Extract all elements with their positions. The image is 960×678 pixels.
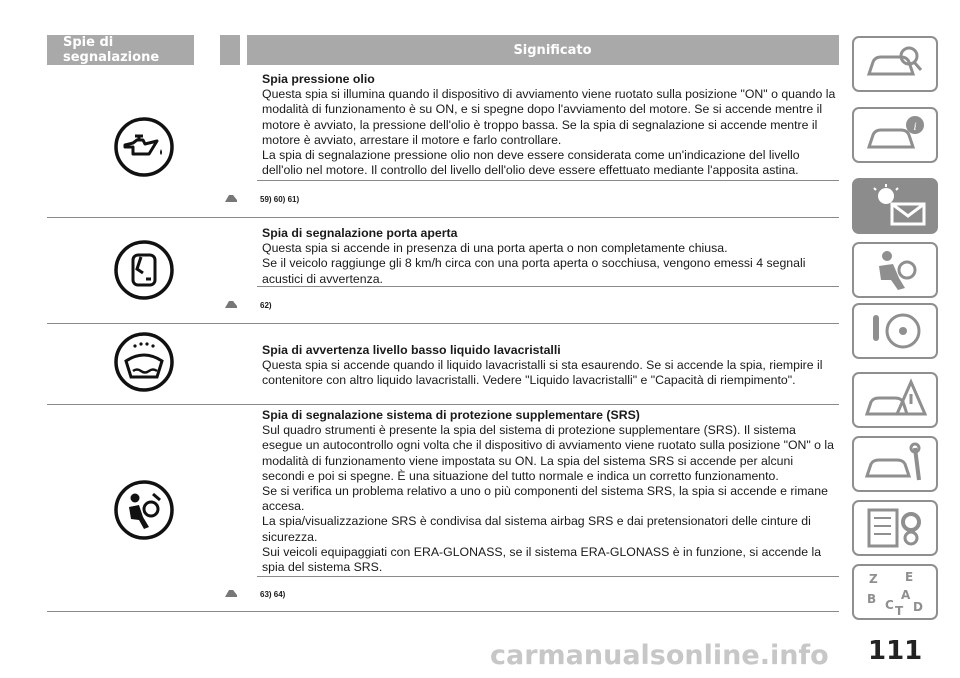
key-steering-wheel-icon[interactable] (852, 303, 938, 359)
row-door-open (262, 226, 838, 287)
row-oil-pressure (262, 72, 838, 178)
row-divider (47, 217, 839, 218)
notes-link[interactable]: 63) 64) (260, 589, 286, 599)
column-header-warning-lights: Spie di segnalazione (47, 35, 194, 65)
row-paragraph: Se il veicolo raggiunge gli 8 km/h circa con una porta aperta o socchiusa, vengono emessi 4 segnali acustici di avvertenza. (262, 256, 806, 286)
column-header-spacer (247, 35, 267, 65)
svg-text:i: i (913, 119, 917, 133)
column-header-meaning: Significato (266, 35, 839, 65)
specs-gear-icon[interactable] (852, 500, 938, 556)
row-washer-fluid (262, 343, 838, 389)
notes-link[interactable]: 62) (260, 300, 272, 310)
watermark: carmanualsonline.info (490, 640, 829, 671)
row-divider (47, 323, 839, 324)
car-info-icon[interactable] (852, 107, 938, 163)
divider (257, 576, 839, 577)
row-srs (262, 408, 838, 575)
hand-note-icon (224, 192, 238, 206)
car-warning-triangle-icon[interactable] (852, 372, 938, 428)
oil-pressure-icon (47, 112, 240, 182)
seat-airbag-icon[interactable] (852, 242, 938, 298)
airbag-srs-icon (47, 470, 240, 550)
row-divider (47, 611, 839, 612)
notes-ref (224, 192, 299, 206)
row-title: Spia di segnalazione porta aperta (262, 226, 458, 240)
warning-light-message-icon[interactable] (852, 178, 938, 234)
row-paragraph: Sui veicoli equipaggiati con ERA-GLONASS, se il sistema ERA-GLONASS è in funzione, si accende la spia del sistema SRS. (262, 544, 822, 575)
washer-fluid-icon (47, 329, 240, 395)
row-divider (47, 404, 839, 405)
door-open-icon (47, 235, 240, 305)
divider (257, 286, 839, 287)
divider (257, 180, 839, 181)
row-paragraph: La spia/visualizzazione SRS è condivisa dal sistema airbag SRS e dai pretensionatori delle cinture di sicurezza. (262, 514, 811, 544)
row-paragraph: Sul quadro strumenti è presente la spia del sistema di protezione supplementare (SRS). Il sistema esegue un autocontrollo ogni volta che il dispositivo di avviamento viene ruotato sulla posizione "ON" o la modalità di funzionamento viene impostata su ON. La spia del sistema SRS si accende per alcuni secondi e poi si spegne. È una situazione del tutto normale e indica un corretto funzionamento. (262, 423, 834, 483)
row-title: Spia di avvertenza livello basso liquido lavacristalli (262, 343, 561, 357)
row-paragraph: La spia di segnalazione pressione olio non deve essere considerata come un'indicazione del livello dell'olio nel motore. Il controllo del livello dell'olio deve essere effettuato mediante l'apposita astina. (262, 148, 800, 178)
svg-text:Z: Z (869, 572, 878, 586)
svg-text:D: D (913, 600, 923, 614)
notes-link[interactable]: 59) 60) 61) (260, 194, 300, 204)
alphabet-index-icon[interactable] (852, 564, 938, 620)
car-wrench-icon[interactable] (852, 436, 938, 492)
svg-text:E: E (905, 570, 914, 584)
svg-text:T: T (895, 604, 904, 615)
svg-text:A: A (901, 588, 911, 602)
row-title: Spia di segnalazione sistema di protezione supplementare (SRS) (262, 408, 640, 422)
row-paragraph: Questa spia si accende in presenza di una porta aperta o non completamente chiusa. (262, 241, 728, 256)
svg-text:C: C (885, 598, 894, 612)
notes-ref (224, 298, 272, 312)
hand-note-icon (224, 587, 238, 601)
car-search-icon[interactable] (852, 36, 938, 92)
hand-note-icon (224, 298, 238, 312)
notes-ref (224, 587, 285, 601)
row-title: Spia pressione olio (262, 72, 375, 86)
row-paragraph: Questa spia si illumina quando il dispositivo di avviamento viene ruotato sulla posizione "ON" o quando la modalità di funzionamento è su ON, e si spegne dopo l'avviamento del motore. Se si accende mentre il motore è avviato, la pressione dell'olio è troppo bassa. Se la spia di segnalazione si accende mentre il motore è avviato, arrestare il motore e farlo controllare. (262, 87, 836, 147)
row-paragraph: Se si verifica un problema relativo a uno o più componenti del sistema SRS, la spia si accende e rimane accesa. (262, 484, 828, 514)
column-header-spacer (220, 35, 240, 65)
row-paragraph: Questa spia si accende quando il liquido lavacristalli si sta esaurendo. Se si accende la spia, riempire il contenitore con altro liquido lavacristalli. Vedere "Liquido lavacristalli" e "Capacità di riempimento". (262, 358, 823, 388)
svg-text:B: B (867, 592, 877, 606)
page-number: 111 (868, 636, 923, 666)
